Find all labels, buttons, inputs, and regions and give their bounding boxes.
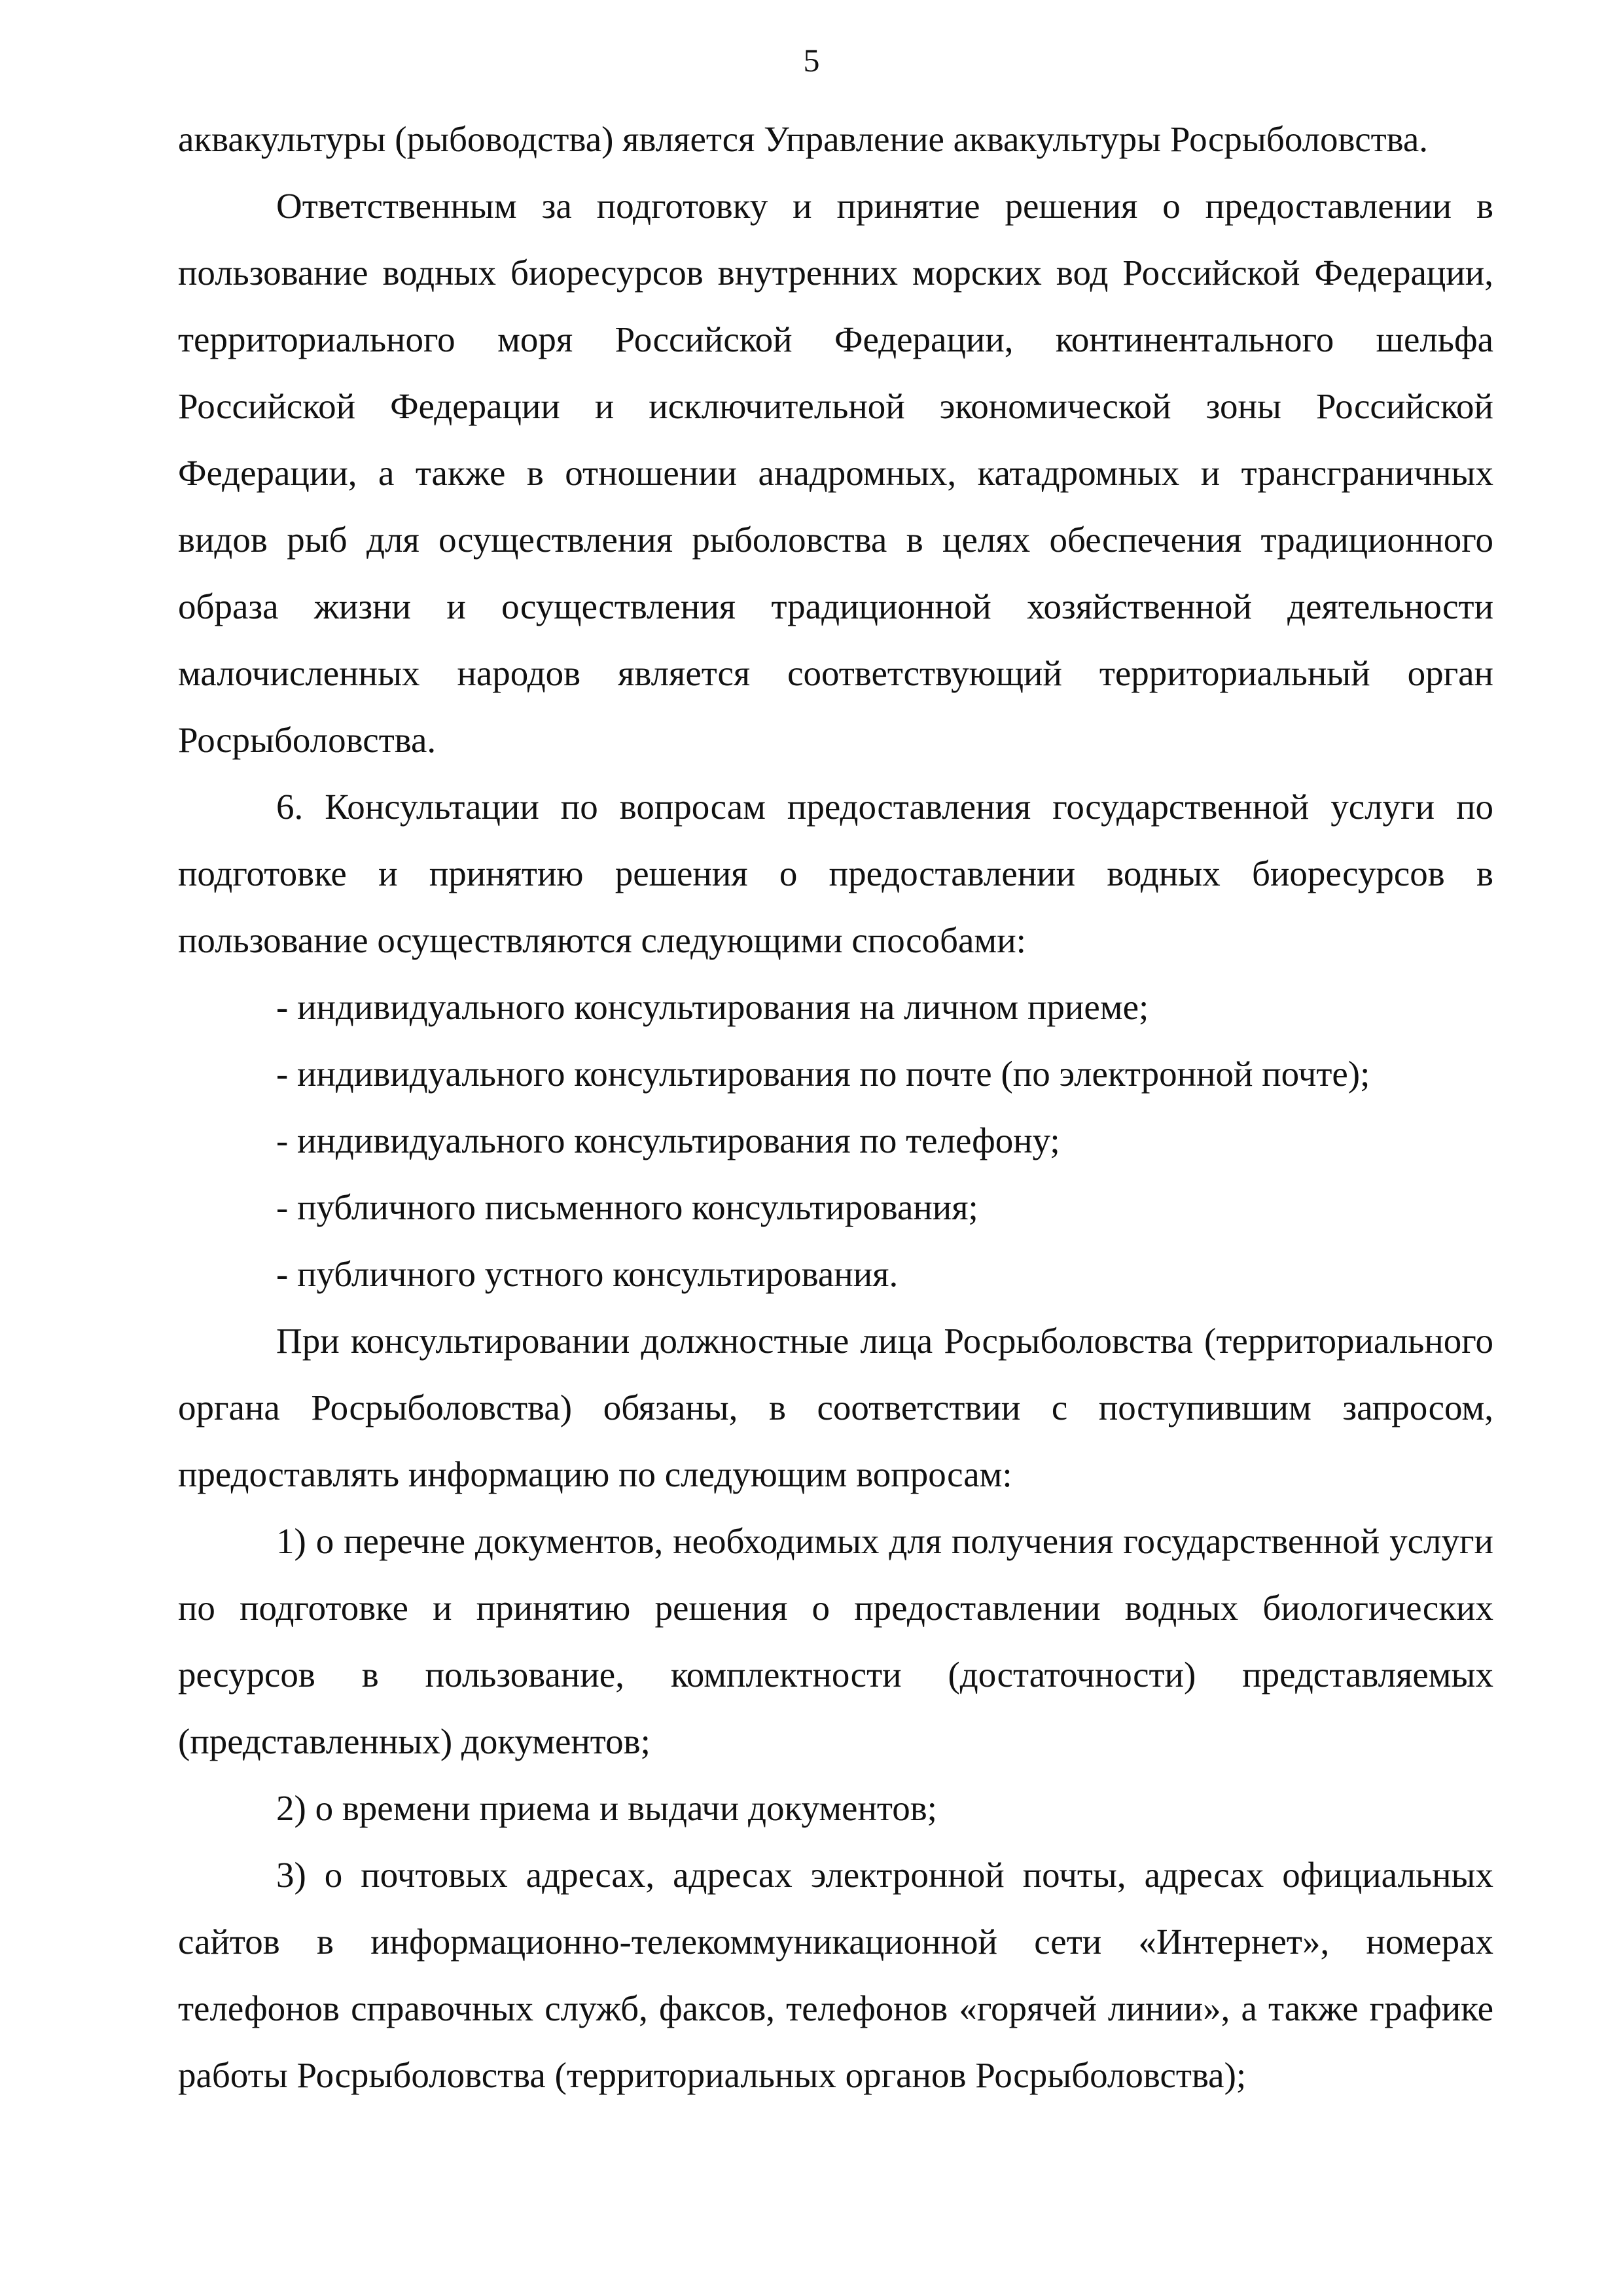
paragraph-item-1-documents: 1) о перечне документов, необходимых для получения государственной услуги по подготовке и принятию решения о предоставлении водных биологических ресурсов в пользование, комплектности (достаточности) представляемых (представленных) документов;: [178, 1521, 1493, 1761]
list-item: - публичного письменного консультирования;: [276, 1187, 978, 1227]
paragraph-item-2-reception-time: 2) о времени приема и выдачи документов;: [276, 1788, 937, 1828]
list-item: - индивидуального консультирования по почте (по электронной почте);: [276, 1054, 1370, 1094]
paragraph-aquaculture-department: аквакультуры (рыбоводства) является Управление аквакультуры Росрыболовства.: [178, 119, 1429, 159]
paragraph-consultation-methods: 6. Консультации по вопросам предоставления государственной услуги по подготовке и принятию решения о предоставлении водных биоресурсов в пользование осуществляются следующими способами:: [178, 787, 1493, 960]
paragraph-item-3-contacts: 3) о почтовых адресах, адресах электронной почты, адресах официальных сайтов в информационно-телекоммуникационной сети «Интернет», номерах телефонов справочных служб, факсов, телефонов «горячей линии», а также графике работы Росрыболовства (территориальных органов Росрыболовства);: [178, 1855, 1493, 2095]
paragraph-responsible-territorial-body: Ответственным за подготовку и принятие решения о предоставлении в пользование водных биоресурсов внутренних морских вод Российской Федерации, территориального моря Российской Федерации, континентального шельфа Российской Федерации и исключительной экономической зоны Российской Федерации, а также в отношении анадромных, катадромных и трансграничных видов рыб для осуществления рыболовства в целях обеспечения традиционного образа жизни и осуществления традиционной хозяйственной деятельности малочисленных народов является соответствующий территориальный орган Росрыболовства.: [178, 186, 1493, 760]
list-item: - публичного устного консультирования.: [276, 1254, 899, 1294]
list-item: - индивидуального консультирования по телефону;: [276, 1121, 1060, 1160]
page-number: 5: [803, 42, 820, 79]
list-item: - индивидуального консультирования на личном приеме;: [276, 987, 1149, 1027]
paragraph-officials-obligations: При консультировании должностные лица Росрыболовства (территориального органа Росрыболовства) обязаны, в соответствии с поступившим запросом, предоставлять информацию по следующим вопросам:: [178, 1321, 1493, 1494]
consultation-methods-list: [178, 974, 1493, 1308]
document-body: [178, 106, 1493, 2109]
